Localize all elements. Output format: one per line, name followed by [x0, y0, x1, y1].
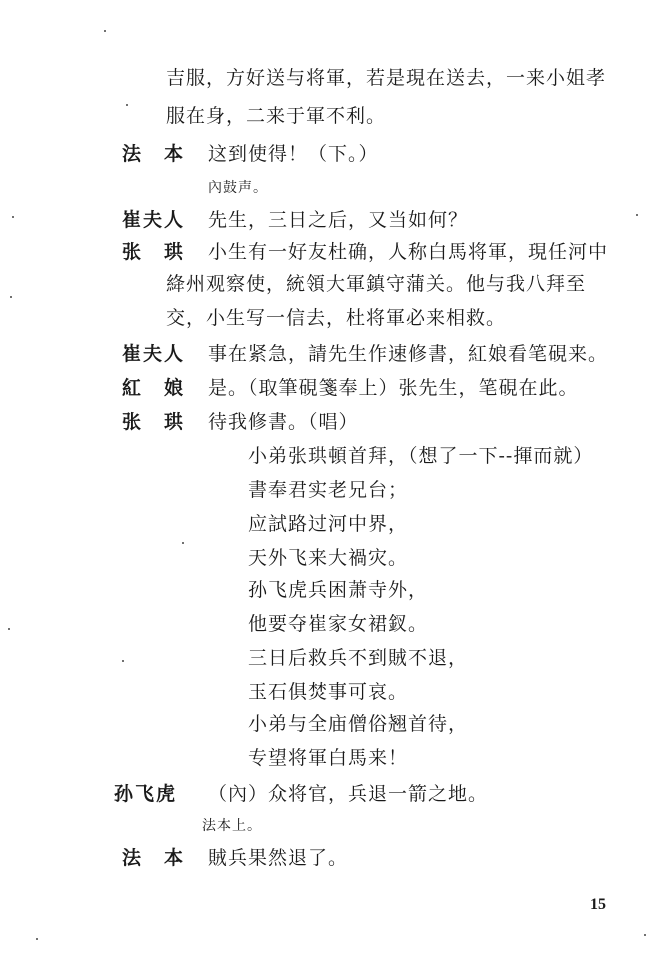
- dialogue-text: 交，小生写一信去，杜将軍必来相救。: [166, 307, 507, 329]
- verse-line: 应試路过河中界，: [248, 513, 409, 535]
- speaker-name: 孙飞虎: [114, 783, 178, 805]
- dialogue-text: 小生有一好友杜确，人称白馬将軍，現任河中: [208, 241, 609, 263]
- scan-speck: [644, 934, 646, 936]
- verse-line: 他要夺崔家女裙釵。: [248, 613, 429, 635]
- stage-direction: 內鼓声。: [208, 180, 268, 196]
- verse-line: 天外飞来大禍灾。: [248, 547, 409, 569]
- verse-line: 专望将軍白馬来！: [248, 747, 409, 769]
- dialogue-text: （內）众将官，兵退一箭之地。: [208, 783, 489, 805]
- scan-speck: [126, 104, 128, 106]
- scan-speck: [104, 30, 106, 32]
- verse-line: 書奉君实老兄台；: [248, 479, 409, 501]
- speaker-name: 张 珙: [122, 411, 186, 433]
- verse-line: 三日后救兵不到賊不退，: [248, 647, 469, 669]
- verse-line: 小弟与全庙僧俗翘首待，: [248, 713, 469, 735]
- dialogue-text: 是。（取筆硯箋奉上）张先生，笔硯在此。: [208, 377, 579, 399]
- scan-speck: [122, 660, 124, 662]
- dialogue-text: 这到使得！（下。）: [208, 143, 379, 165]
- speaker-name: 法 本: [122, 847, 186, 869]
- dialogue-text: 先生，三日之后，又当如何？: [208, 209, 469, 231]
- speaker-name: 张 珙: [122, 241, 186, 263]
- text-line: 吉服，方好送与将軍，若是現在送去，一来小姐孝: [166, 67, 607, 89]
- dialogue-text: 絳州观察使，統領大軍鎮守蒲关。他与我八拜至: [166, 273, 587, 295]
- verse-line: 孙飞虎兵困萧寺外，: [248, 579, 429, 601]
- scan-speck: [12, 216, 14, 218]
- stage-direction: 法本上。: [202, 818, 262, 834]
- verse-line: 小弟张珙頓首拜，（想了一下--揮而就）: [248, 445, 594, 467]
- scan-speck: [182, 542, 184, 544]
- scan-speck: [8, 628, 10, 630]
- speaker-name: 崔夫人: [122, 343, 186, 365]
- dialogue-text: 賊兵果然退了。: [208, 847, 349, 869]
- scan-speck: [636, 214, 638, 216]
- verse-line: 玉石俱焚事可哀。: [248, 681, 409, 703]
- speaker-name: 紅 娘: [122, 377, 186, 399]
- speaker-name: 法 本: [122, 143, 186, 165]
- text-line: 服在身，二来于軍不利。: [166, 105, 387, 127]
- dialogue-text: 待我修書。（唱）: [208, 411, 359, 433]
- speaker-name: 崔夫人: [122, 209, 186, 231]
- scan-speck: [10, 296, 12, 298]
- dialogue-text: 事在紧急，請先生作速修書，紅娘看笔硯来。: [208, 343, 609, 365]
- scan-speck: [36, 938, 38, 940]
- page-number: 15: [590, 896, 606, 913]
